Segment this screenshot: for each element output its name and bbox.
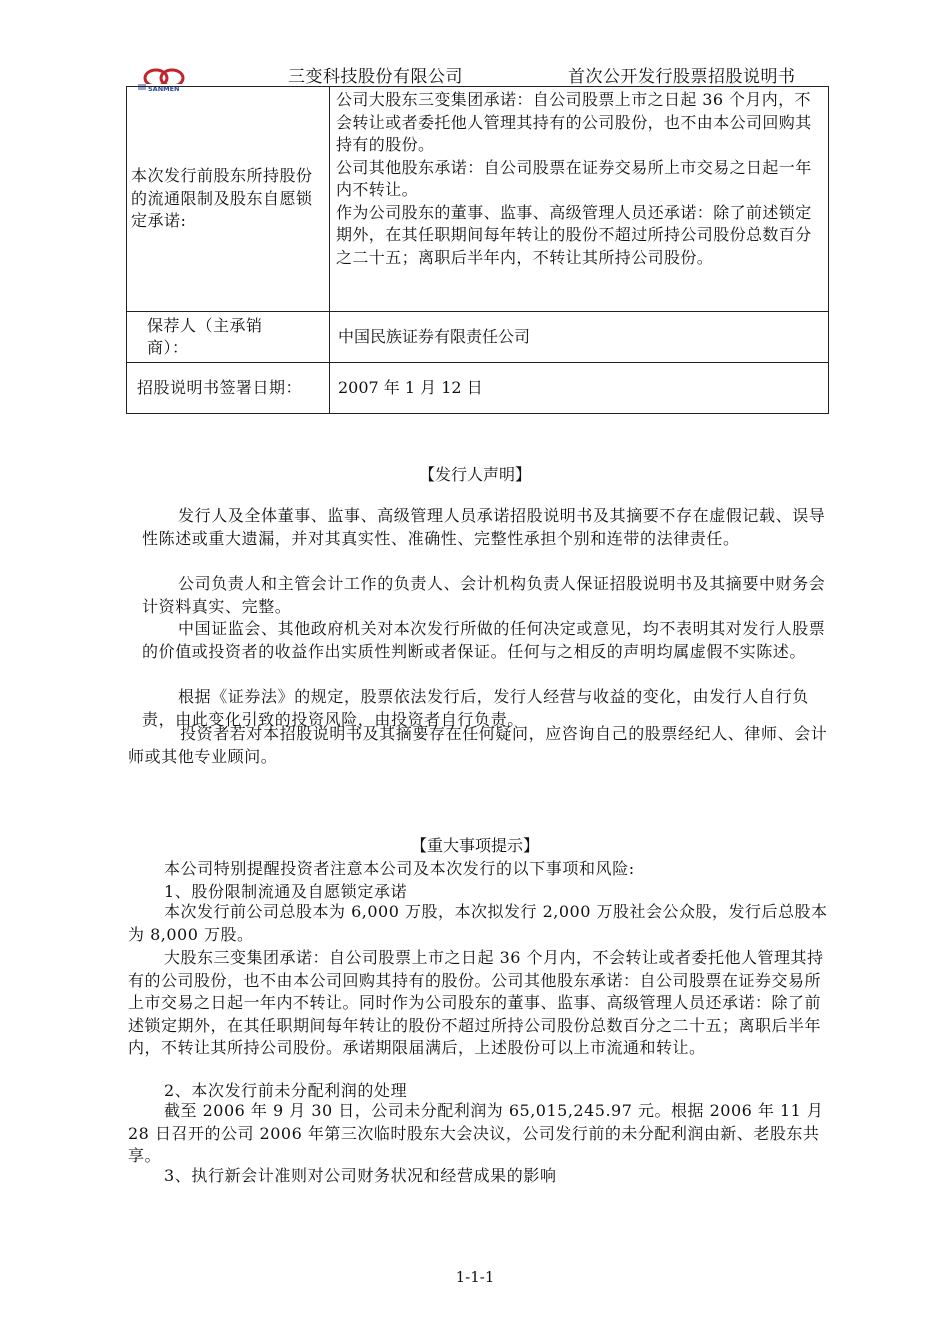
sponsor-row <box>127 312 829 363</box>
lockup-line: 公司大股东三变集团承诺：自公司股票上市之日起 36 个月内，不会转让或者委托他人管理其持有的公司股份，也不由本公司回购其持有的股份。 <box>336 90 812 154</box>
issuer-paragraph: 根据《证券法》的规定，股票依法发行后，发行人经营与收益的变化，由发行人自行负责，由此变化引致的投资风险，由投资者自行负责。 <box>142 687 809 729</box>
issuer-paragraph: 公司负责人和主管会计工作的负责人、会计机构负责人保证招股说明书及其摘要中财务会计资料真实、完整。 <box>142 574 826 616</box>
date-value: 2007 年 1 月 12 日 <box>330 363 829 414</box>
sponsor-value: 中国民族证券有限责任公司 <box>330 312 829 363</box>
item1-title: 1、股份限制流通及自愿锁定承诺 <box>164 882 408 901</box>
major-items-title: 【重大事项提示】 <box>410 836 539 855</box>
lockup-label: 本次发行前股东所持股份的流通限制及股东自愿锁定承诺: <box>127 87 330 312</box>
issuer-statement-title: 【发行人声明】 <box>418 465 531 484</box>
date-label: 招股说明书签署日期： <box>127 363 330 414</box>
lockup-value <box>330 87 829 312</box>
item1-paragraph: 本次发行前公司总股本为 6,000 万股，本次拟发行 2,000 万股社会公众股，发行后总股本为 8,000 万股。 <box>128 902 828 944</box>
page-number: 1-1-1 <box>455 1268 495 1286</box>
issuer-paragraph: 中国证监会、其他政府机关对本次发行所做的任何决定或意见，均不表明其对发行人股票的价值或投资者的收益作出实质性判断或者保证。任何与之相反的声明均属虚假不实陈述。 <box>142 619 826 661</box>
item1-paragraph: 大股东三变集团承诺：自公司股票上市之日起 36 个月内，不会转让或者委托他人管理其持有的公司股份，也不由本公司回购其持有的股份。公司其他股东承诺：自公司股票在证券交易所上市交易之日起一年内不转让。同时作为公司股东的董事、监事、高级管理人员还承诺：除了前述锁定期外，在其任职期间每年转让的股份不超过所持公司股份总数百分之二十五；离职后半年内，不转让其所持公司股份。承诺期限届满后，上述股份可以上市流通和转让。 <box>128 948 824 1057</box>
sponsor-label: 保荐人（主承销商）： <box>127 312 330 363</box>
item3-title: 3、执行新会计准则对公司财务状况和经营成果的影响 <box>164 1166 557 1185</box>
issuer-paragraph: 发行人及全体董事、监事、高级管理人员承诺招股说明书及其摘要不存在虚假记载、误导性陈述或重大遗漏，并对其真实性、准确性、完整性承担个别和连带的法律责任。 <box>142 506 826 548</box>
lockup-line: 作为公司股东的董事、监事、高级管理人员还承诺：除了前述锁定期外，在其任职期间每年转让的股份不超过所持公司股份总数百分之二十五；离职后半年内，不转让其所持公司股份。 <box>336 202 812 267</box>
logo-text: SANMEN <box>148 85 180 92</box>
lockup-line: 公司其他股东承诺：自公司股票在证券交易所上市交易之日起一年内不转让。 <box>336 157 812 199</box>
item2-title: 2、本次发行前未分配利润的处理 <box>164 1081 408 1100</box>
major-items-intro: 本公司特别提醒投资者注意本公司及本次发行的以下事项和风险: <box>164 859 635 878</box>
item2-paragraph: 截至 2006 年 9 月 30 日，公司未分配利润为 65,015,245.97 元。根据 2006 年 11 月 28 日召开的公司 2006 年第三次临时股东大会决议，公司发行前的未分配利润由新、老股东共享。 <box>128 1101 824 1165</box>
document-title: 首次公开发行股票招股说明书 <box>568 67 796 87</box>
lockup-row <box>127 87 829 312</box>
summary-table <box>126 86 829 414</box>
company-name: 三变科技股份有限公司 <box>288 67 463 87</box>
issuer-paragraph: 投资者若对本招股说明书及其摘要存在任何疑问，应咨询自己的股票经纪人、律师、会计师或其他专业顾问。 <box>128 724 828 766</box>
date-row <box>127 363 829 414</box>
